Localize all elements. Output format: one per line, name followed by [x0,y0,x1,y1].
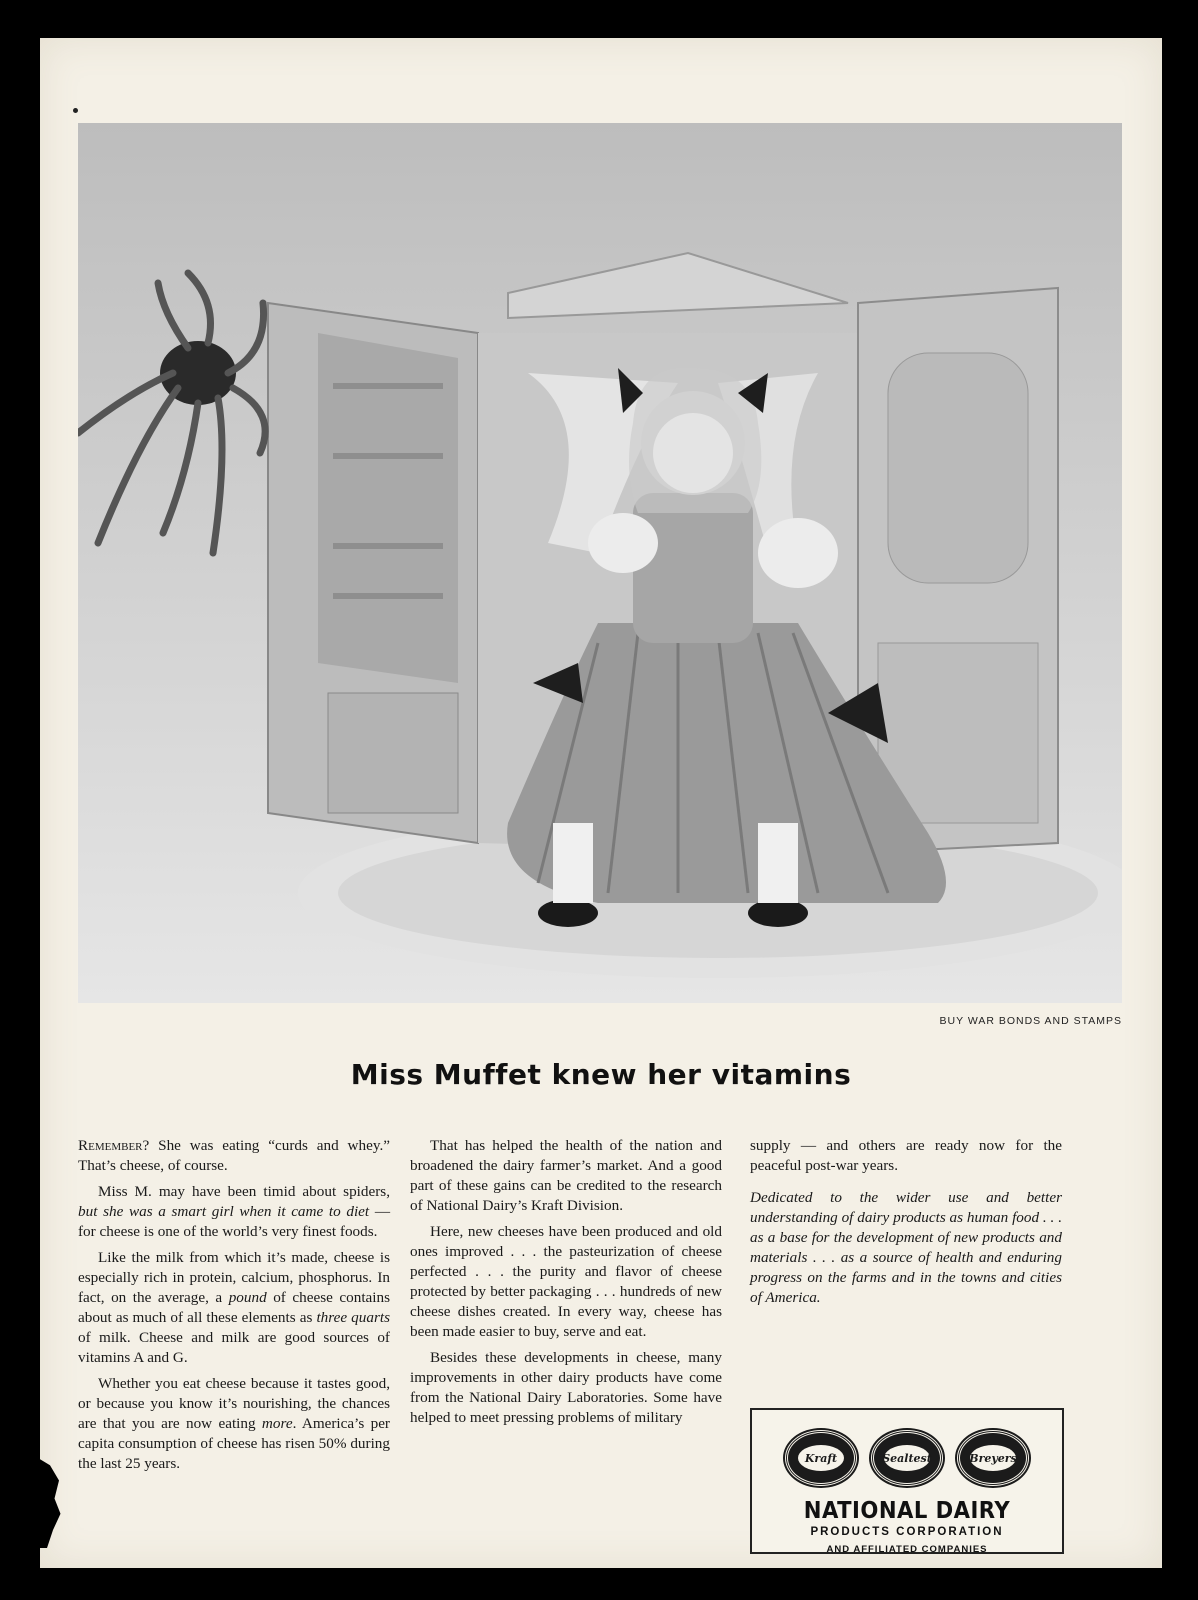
italic-text: three quarts [316,1309,390,1326]
body-column-2 [410,1136,722,1434]
print-speck [73,108,78,113]
paragraph [78,1182,390,1242]
body-column-3 [750,1136,1062,1314]
italic-text: pound [228,1289,267,1306]
paragraph: supply — and others are ready now for the peaceful post-war years. [750,1137,1062,1174]
sealtest-seal-icon [871,1430,943,1486]
seal-label: Kraft [798,1445,844,1471]
dedication: Dedicated to the wider use and better understanding of dairy products as human food . . . as a base for the development of new products and materials . . . as a source of health and enduring progress on the farms and in the towns and cities of America. [750,1189,1062,1306]
paragraph: Besides these developments in cheese, many improvements in other dairy products have come from the National Dairy Laboratories. Some have helped to meet pressing problems of military [410,1349,722,1426]
national-dairy-logo [750,1408,1064,1554]
body-column-1 [78,1136,390,1480]
paragraph-text: Whether you eat cheese because it tastes good, or because you know it’s nourishing, the chances are that you are now eating [78,1375,390,1432]
photo-credit: BUY WAR BONDS AND STAMPS [939,1015,1122,1027]
affiliated-companies: AND AFFILIATED COMPANIES [826,1544,988,1555]
paragraph-text: of milk. Cheese and milk are good sources of vitamins A and G. [78,1329,390,1366]
italic-text: but she was a smart girl when it came to diet [78,1203,370,1220]
paragraph-text: She was eating “curds and whey.” That’s cheese, of course. [78,1137,390,1174]
brand-seals [752,1430,1062,1486]
magazine-page [40,38,1162,1568]
ad-photo [78,123,1122,1003]
company-subtitle: PRODUCTS CORPORATION [810,1526,1004,1538]
paragraph [78,1374,390,1474]
seal-label: Sealtest [884,1445,930,1471]
seal-label: Breyers [970,1445,1016,1471]
paragraph-text: of cheese contains about as much of all these elements as [78,1289,390,1326]
company-name: NATIONAL DAIRY [803,1498,1011,1524]
photo-illustration [78,123,1122,1003]
paragraph [78,1136,390,1176]
paragraph-text: Like the milk from which it’s made, cheese is especially rich in protein, calcium, phosphorus. In fact, on the average, a [78,1249,390,1306]
torn-corner [38,1458,68,1548]
paragraph-text: . America’s per capita consumption of cheese has risen 50% during the last 25 years. [78,1415,390,1472]
paragraph [78,1248,390,1368]
paragraph: Here, new cheeses have been produced and old ones improved . . . the pasteurization of cheese perfected . . . the purity and flavor of cheese protected by better packaging . . . hundreds of new cheese dishes created. In every way, cheese has been made easier to buy, serve and eat. [410,1223,722,1340]
breyers-seal-icon [957,1430,1029,1486]
paragraph-text: — for cheese is one of the world’s very finest foods. [78,1203,391,1240]
kraft-seal-icon [785,1430,857,1486]
headline: Miss Muffet knew her vitamins [350,1058,852,1091]
italic-text: more [261,1415,293,1432]
lead-word: Remember? [78,1137,150,1154]
paragraph: That has helped the health of the nation and broadened the dairy farmer’s market. And a good part of these gains can be credited to the research of National Dairy’s Kraft Division. [410,1137,722,1214]
paragraph-text: Miss M. may have been timid about spiders, [98,1183,390,1200]
